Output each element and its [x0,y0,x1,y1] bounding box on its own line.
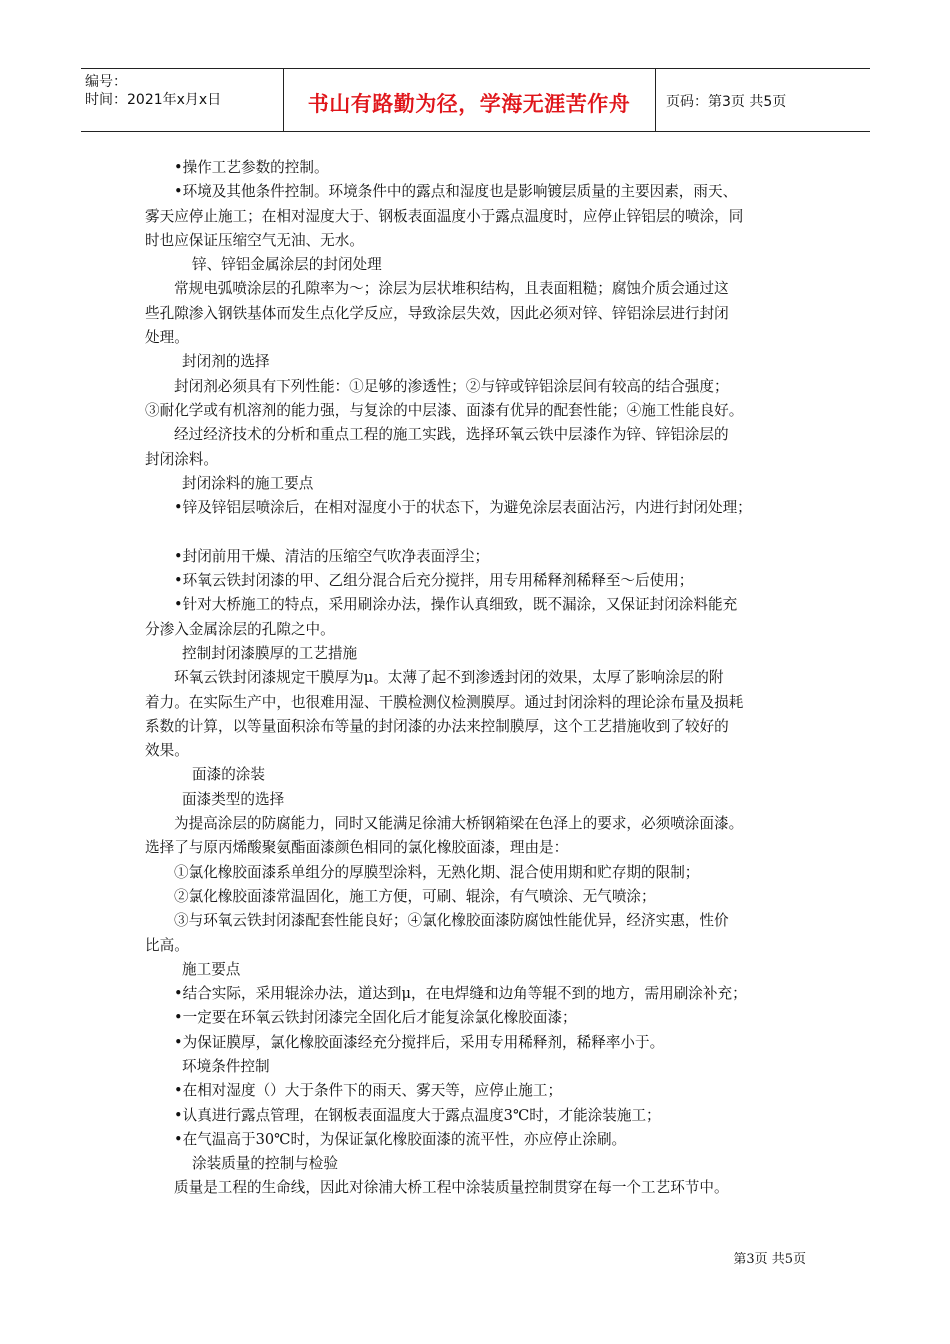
numbered-item: ③与环氧云铁封闭漆配套性能良好；④氯化橡胶面漆防腐蚀性能优异，经济实惠，性价 [174,912,729,930]
document-number-label: 编号： [85,74,127,90]
body-line: 选择了与原丙烯酸聚氨酯面漆颜色相同的氯化橡胶面漆，理由是： [145,839,569,857]
bullet-item: •在气温高于30℃时，为保证氯化橡胶面漆的流平性，亦应停止涂刷。 [174,1130,627,1148]
body-line: 环氧云铁封闭漆规定干膜厚为μ。太薄了起不到渗透封闭的效果，太厚了影响涂层的附 [174,669,724,687]
section-heading: 面漆的涂装 [192,766,265,784]
body-line: 处理。 [145,329,189,347]
header-meta-cell [81,69,284,131]
blank-line [145,520,813,544]
body-line: ③耐化学或有机溶剂的能力强，与复涂的中层漆、面漆有优异的配套性能；④施工性能良好。 [145,401,744,419]
bullet-item: •环氧云铁封闭漆的甲、乙组分混合后充分搅拌，用专用稀释剂稀释至～后使用； [174,572,694,590]
numbered-item: ②氯化橡胶面漆常温固化，施工方便，可刷、辊涂，有气喷涂、无气喷涂； [174,887,656,905]
header-motto: 书山有路勤为径，学海无涯苦作舟 [307,92,631,116]
subsection-heading: 封闭剂的选择 [182,353,270,371]
body-line: 质量是工程的生命线，因此对徐浦大桥工程中涂装质量控制贯穿在每一个工艺环节中。 [174,1179,729,1197]
body-line: 分渗入金属涂层的孔隙之中。 [145,620,335,638]
body-line: 比高。 [145,936,189,954]
body-line: 封闭剂必须具有下列性能：①足够的渗透性；②与锌或锌铝涂层间有较高的结合强度； [174,377,729,395]
section-heading: 涂装质量的控制与检验 [192,1155,338,1173]
body-line: 系数的计算，以等量面积涂布等量的封闭漆的办法来控制膜厚，这个工艺措施收到了较好的 [145,717,729,735]
body-line: 些孔隙渗入钢铁基体而发生点化学反应，导致涂层失效，因此必须对锌、锌铝涂层进行封闭 [145,304,729,322]
body-line: 雾天应停止施工；在相对湿度大于、钢板表面温度小于露点温度时，应停止锌铝层的喷涂，同 [145,207,744,225]
subsection-heading: 环境条件控制 [182,1057,270,1075]
bullet-item: •针对大桥施工的特点，采用刷涂办法，操作认真细致，既不漏涂，又保证封闭涂料能充 [174,596,738,614]
subsection-heading: 封闭涂料的施工要点 [182,474,314,492]
body-line: 常规电弧喷涂层的孔隙率为～；涂层为层状堆积结构，且表面粗糙；腐蚀介质会通过这 [174,280,729,298]
subsection-heading: 控制封闭漆膜厚的工艺措施 [182,644,358,662]
section-heading: 锌、锌铝金属涂层的封闭处理 [192,256,382,274]
body-line: 封闭涂料。 [145,450,218,468]
bullet-item: •结合实际，采用辊涂办法，道达到μ，在电焊缝和边角等辊不到的地方，需用刷涂补充； [174,985,747,1003]
body-line: •操作工艺参数的控制。 [174,159,329,176]
page-footer: 第3页 共5页 [733,1252,806,1267]
bullet-item: •封闭前用干燥、清洁的压缩空气吹净表面浮尘； [174,547,490,565]
body-line: 为提高涂层的防腐能力，同时又能满足徐浦大桥钢箱梁在色泽上的要求，必须喷涂面漆。 [174,815,744,833]
bullet-item: •一定要在环氧云铁封闭漆完全固化后才能复涂氯化橡胶面漆； [174,1009,577,1027]
numbered-item: ①氯化橡胶面漆系单组分的厚膜型涂料，无熟化期、混合使用期和贮存期的限制； [174,863,700,881]
header-motto-cell [283,69,656,131]
header-page-number: 页码：第3页 共5页 [666,94,787,110]
subsection-heading: 施工要点 [182,960,241,978]
body-line: 经过经济技术的分析和重点工程的施工实践，选择环氧云铁中层漆作为锌、锌铝涂层的 [174,426,729,444]
body-line: •环境及其他条件控制。环境条件中的露点和湿度也是影响镀层质量的主要因素，雨天、 [174,183,738,201]
header-page-cell [656,69,870,131]
subsection-heading: 面漆类型的选择 [182,790,285,808]
bullet-item: •认真进行露点管理，在钢板表面温度大于露点温度3℃时，才能涂装施工； [174,1106,661,1124]
document-body [145,156,813,1201]
body-line: 效果。 [145,742,189,760]
body-line: 着力。在实际生产中，也很难用湿、干膜检测仪检测膜厚。通过封闭涂料的理论涂布量及损耗 [145,693,744,711]
bullet-item: •在相对湿度（）大于条件下的雨天、雾天等，应停止施工； [174,1082,563,1100]
bullet-item: •锌及锌铝层喷涂后，在相对湿度小于的状态下，为避免涂层表面沾污，内进行封闭处理； [174,499,752,517]
bullet-item: •为保证膜厚，氯化橡胶面漆经充分搅拌后，采用专用稀释剂，稀释率小于。 [174,1033,665,1051]
page-header [81,68,870,132]
document-date: 时间：2021年x月x日 [85,92,222,108]
body-line: 时也应保证压缩空气无油、无水。 [145,231,364,249]
